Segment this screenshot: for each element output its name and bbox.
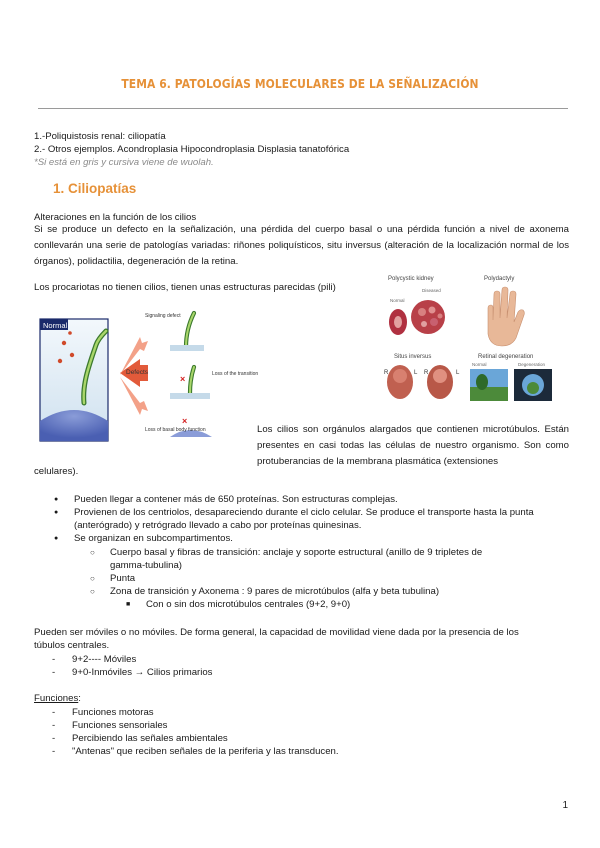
label-l-2: L <box>456 370 460 376</box>
svg-text:×: × <box>180 374 186 384</box>
clinical-manifestations-figure <box>380 272 555 407</box>
document-page: TEMA 6. PATOLOGÍAS MOLECULARES DE LA SEÑALIZACIÓN 1.-Poliquistosis renal: ciliopatía 2.- Otros ejemplos. Acondroplasia Hipocondroplasia Displasia tanatofórica *Si está en gris y cursiva viene de wuolah. 1. Ciliopatías Alteraciones en la función de los cilios Si se produce un defecto en la señalización, una pérdida del cuerpo basal o una pérdida función a nivel de axonema conllevarán una serie de patologías variadas: riñones poliquísticos, situ inversus (alteración de la localización normal de los órganos), polidactilia, degeneración de la retina. Los procariotas no tienen cilios, tienen unas estructuras parecidas (pili) Normal Defects Signaling defect × Loss of the transition × Loss of basal body function Polycystic kidney Polydactyly Normal Diseased Situs inversus Retinal degeneration R L R L Normal Degeneration Los cilios son orgánulos alargados que contienen microtúbulos. Están presentes en casi todas las células de nuestro organismo. Son como protuberancias de la membrana plasmática (extensiones celulares). ● Pueden llegar a contener más de 650 proteínas. Son estructuras complejas. ● Provienen de los centriolos, desapareciendo durante el ciclo celular. Se produce el transporte hasta la punta (anterógrado) y retrógrado llevado a cabo por proteínas quinesinas. ● Se organizan en subcompartimentos. ○ Cuerpo basal y fibras de transición: anclaje y soporte estructural (anillo de 9 tripletes de gamma-tubulina) ○ Punta ○ Zona de transición y Axonema : 9 pares de microtúbulos (alfa y beta tubulina) ■ Con o sin dos microtúbulos centrales (9+2, 9+0) Pueden ser móviles o no móviles. De forma general, la capacidad de movilidad viene dada por la presencia de los túbulos centrales. - 9+2---- Móviles - 9+0-Inmóviles → Cilios primarios Funciones: - Funciones motoras - Funciones sensoriales - Percibiendo las señales ambientales - "Antenas" que reciben señales de la periferia y las transducen. 1 <box>34 76 569 811</box>
label-r-1: R <box>384 370 389 376</box>
mobility-line-1: Pueden ser móviles o no móviles. De forma general, la capacidad de movilidad viene dada por la presencia de los <box>34 627 519 638</box>
cilia-defects-figure <box>40 303 259 446</box>
label-polycystic-kidney: Polycystic kidney <box>388 276 434 282</box>
functions-heading <box>34 692 81 705</box>
label-retinal-degeneration: Retinal degeneration <box>478 354 534 360</box>
label-retina-normal: Normal <box>472 362 487 367</box>
label-signaling-defect: Signaling defect <box>145 313 181 319</box>
functions-colon: : <box>78 693 81 704</box>
label-defects: Defects <box>126 369 149 376</box>
title-divider <box>38 108 568 109</box>
subheading: Alteraciones en la función de los cilios <box>34 212 197 223</box>
section-heading-ciliopatias: 1. Ciliopatías <box>53 181 137 196</box>
svg-text:×: × <box>182 416 188 426</box>
label-normal: Normal <box>43 321 68 330</box>
mobility-line-2: túbulos centrales. <box>34 640 110 651</box>
intro-line-1: 1.-Poliquistosis renal: ciliopatía <box>34 131 166 142</box>
label-l-1: L <box>414 370 418 376</box>
intro-line-2: 2.- Otros ejemplos. Acondroplasia Hipocondroplasia Displasia tanatofórica <box>34 144 350 155</box>
paragraph-defects: Si se produce un defecto en la señalización, una pérdida del cuerpo basal o una pérdida función a nivel de axonema conllevarán una serie de patologías variadas: riñones poliquísticos, situ inversus (alteración de la localización normal de los órganos), polidactilia, degeneración de la retina. <box>34 224 569 267</box>
label-kidney-diseased: Diseased <box>422 288 441 293</box>
label-r-2: R <box>424 370 429 376</box>
functions-label: Funciones <box>34 693 79 704</box>
page-number: 1 <box>562 800 568 811</box>
label-situs-inversus: Situs inversus <box>394 354 432 360</box>
label-loss-basal: Loss of basal body function <box>145 427 206 433</box>
paragraph-cilia: Los cilios son orgánulos alargados que contienen microtúbulos. Están presentes en casi todas las células de nuestro organismo. Son como protuberancias de la membrana plasmática (extensiones <box>257 424 569 467</box>
label-kidney-normal: Normal <box>390 298 405 303</box>
prokaryotes-text: Los procariotas no tienen cilios, tienen unas estructuras parecidas (pili) <box>34 282 336 293</box>
label-loss-transition: Loss of the transition <box>212 371 259 377</box>
label-polydactyly: Polydactyly <box>484 276 515 282</box>
page-title: TEMA 6. PATOLOGÍAS MOLECULARES DE LA SEÑALIZACIÓN <box>121 76 479 91</box>
label-retina-degeneration: Degeneration <box>518 362 546 367</box>
intro-note: *Si está en gris y cursiva viene de wuolah. <box>34 157 214 168</box>
paragraph-cilia-cont: celulares). <box>34 466 79 477</box>
